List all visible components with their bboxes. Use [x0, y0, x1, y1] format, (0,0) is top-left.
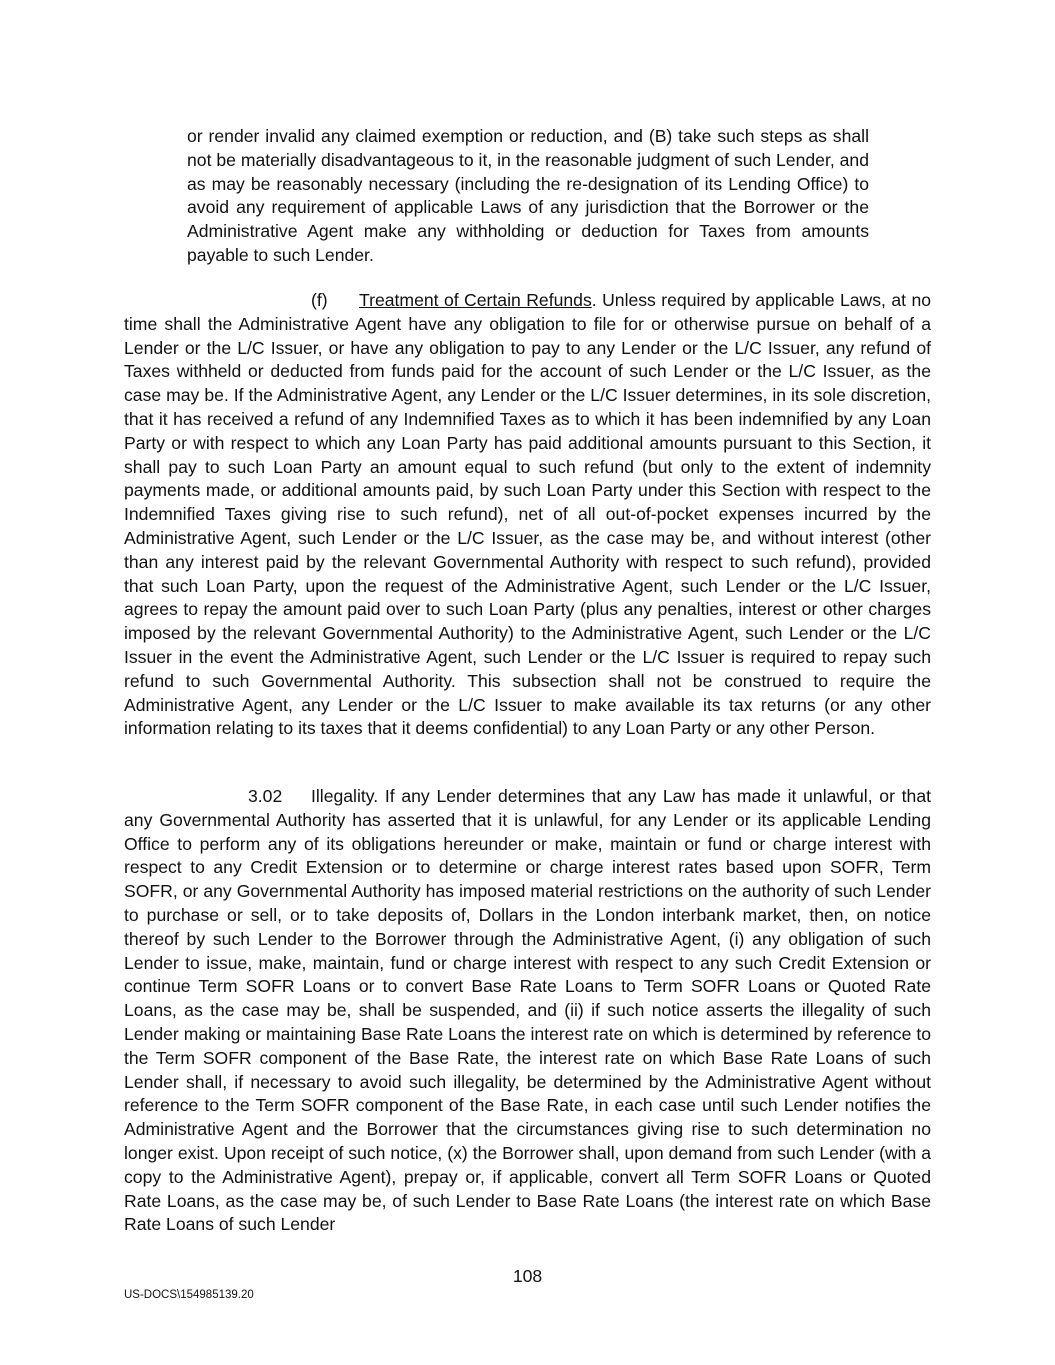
- section-f-label: (f): [311, 290, 328, 310]
- section-f-body: Unless required by applicable Laws, at no time shall the Administrative Agent have any obligation to file for or otherwise pursue on behalf of a Lender or the L/C Issuer, or have any obligation to pay to any Lender or the L/C Issuer, any refund of Taxes withheld or deducted from funds paid for the account of such Lender or the L/C Issuer, as the case may be. If the Administrative Agent, any Lender or the L/C Issuer determines, in its sole discretion, that it has received a refund of any Indemnified Taxes as to which it has been indemnified by any Loan Party or with respect to which any Loan Party has paid additional amounts pursuant to this Section, it shall pay to such Loan Party an amount equal to such refund (but only to the extent of indemnity payments made, or additional amounts paid, by such Loan Party under this Section with respect to the Indemnified Taxes giving rise to such refund), net of all out-of-pocket expenses incurred by the Administrative Agent, such Lender or the L/C Issuer, as the case may be, and without interest (other than any interest paid by the relevant Governmental Authority with respect to such refund), provided that such Loan Party, upon the request of the Administrative Agent, such Lender or the L/C Issuer, agrees to repay the amount paid over to such Loan Party (plus any penalties, interest or other charges imposed by the relevant Governmental Authority) to the Administrative Agent, such Lender or the L/C Issuer in the event the Administrative Agent, such Lender or the L/C Issuer is required to repay such refund to such Governmental Authority. This subsection shall not be construed to require the Administrative Agent, any Lender or the L/C Issuer to make available its tax returns (or any other information relating to its taxes that it deems confidential) to any Loan Party or any other Person.: [124, 290, 932, 739]
- section-302-heading-punct: .: [373, 786, 379, 806]
- section-302-number: 3.02: [248, 786, 283, 806]
- section-302-heading: Illegality: [311, 786, 374, 806]
- section-302-paragraph: [124, 785, 931, 1237]
- section-302-body: If any Lender determines that any Law has made it unlawful, or that any Governmental Authority has asserted that it is unlawful, for any Lender or its applicable Lending Office to perform any of its obligations hereunder or make, maintain or fund or charge interest with respect to any Credit Extension or to determine or charge interest rates based upon SOFR, Term SOFR, or any Governmental Authority has imposed material restrictions on the authority of such Lender to purchase or sell, or to take deposits of, Dollars in the London interbank market, then, on notice thereof by such Lender to the Borrower through the Administrative Agent, (i) any obligation of such Lender to issue, make, maintain, fund or charge interest with respect to any such Credit Extension or continue Term SOFR Loans or to convert Base Rate Loans to Term SOFR Loans or Quoted Rate Loans, as the case may be, shall be suspended, and (ii) if such notice asserts the illegality of such Lender making or maintaining Base Rate Loans the interest rate on which is determined by reference to the Term SOFR component of the Base Rate, the interest rate on which Base Rate Loans of such Lender shall, if necessary to avoid such illegality, be determined by the Administrative Agent without reference to the Term SOFR component of the Base Rate, in each case until such Lender notifies the Administrative Agent and the Borrower that the circumstances giving rise to such determination no longer exist. Upon receipt of such notice, (x) the Borrower shall, upon demand from such Lender (with a copy to the Administrative Agent), prepay or, if applicable, convert all Term SOFR Loans or Quoted Rate Loans, as the case may be, of such Lender to Base Rate Loans (the interest rate on which Base Rate Loans of such Lender: [124, 786, 931, 1235]
- page-number: 108: [512, 1266, 543, 1286]
- section-f-paragraph: [124, 289, 931, 741]
- document-id: US-DOCS\154985139.20: [124, 1289, 254, 1301]
- section-f-heading-punct: .: [591, 290, 597, 310]
- section-f-heading: Treatment of Certain Refunds: [359, 290, 592, 310]
- continuation-paragraph: or render invalid any claimed exemption or reduction, and (B) take such steps as shall not be materially disadvantageous to it, in the reasonable judgment of such Lender, and as may be reasonably necessary (including the re-designation of its Lending Office) to avoid any requirement of applicable Laws of any jurisdiction that the Borrower or the Administrative Agent make any withholding or deduction for Taxes from amounts payable to such Lender.: [187, 126, 869, 265]
